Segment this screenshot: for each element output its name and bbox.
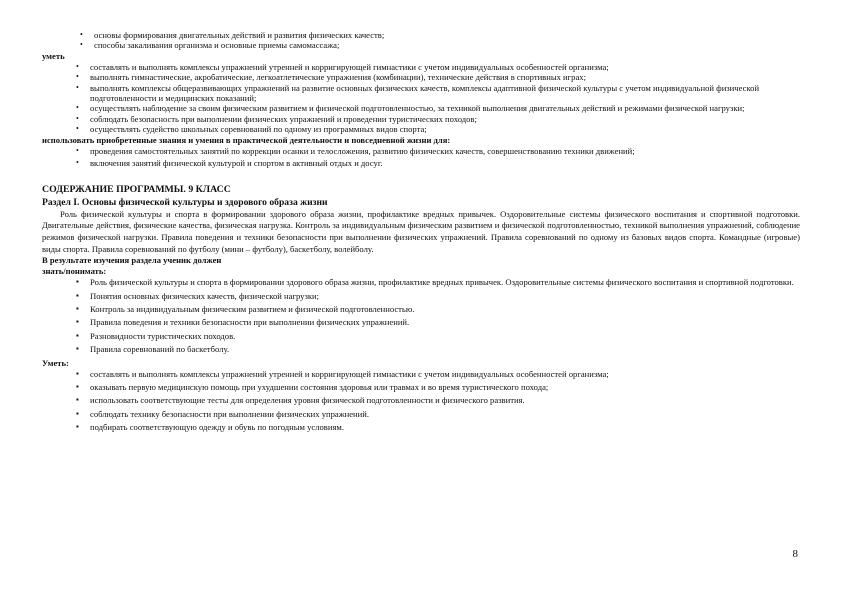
list-item: ▪ Правила соревнований по баскетболу. (76, 344, 230, 355)
square-bullet-icon: ▪ (76, 408, 79, 418)
list-item: • соблюдать безопасность при выполнении физических упражнений и проведении туристических походов; (76, 113, 477, 124)
use-knowledge-label: использовать приобретенные знания и умения в практической деятельности и повседневной жизни для: (42, 134, 451, 145)
skill-label: Уметь: (42, 357, 69, 368)
section-paragraph: Роль физической культуры и спорта в формировании здорового образа жизни, профилактике вредных привычек. Оздоровительные системы физического воспитания и спортивной подготовки. Двигательные действия, физические качества, физическая нагрузка. Контроль за индивидуальным физическим развитием и физической подготовленностью, техникой выполнения упражнений, соблюдение режимов физической нагрузки. Правила поведения и техники безопасности при выполнении физических упражнений. Правила соревнований по одному из базовых видов спорта. Командные (игровые) виды спорта. Правила соревнований по футболу (мини – футболу), баскетболу, волейболу. (42, 208, 800, 254)
square-bullet-icon: ▪ (76, 368, 79, 378)
list-item: ▪ Роль физической культуры и спорта в формировании здорового образа жизни, профилактике вредных привычек. Оздоровительные системы физического воспитания и спортивной подготовки. (76, 277, 794, 288)
list-item: • основы формирования двигательных действий и развития физических качеств; (80, 30, 385, 40)
square-bullet-icon: ▪ (76, 382, 79, 392)
list-item: ▪ Разновидности туристических походов. (76, 330, 236, 341)
list-item: ▪ составлять и выполнять комплексы упражнений утренней и корригирующей гимнастики с учетом индивидуальных особенностей организма; (76, 368, 609, 379)
square-bullet-icon: ▪ (76, 304, 79, 314)
list-item: • проведения самостоятельных занятий по коррекции осанки и телосложения, развитию физических качеств, совершенствованию техники движений; (76, 145, 635, 156)
know-label: знать/понимать: (42, 266, 107, 277)
list-item: • способы закаливания организма и основные приемы самомассажа; (80, 40, 340, 51)
list-item: ▪ использовать соответствующие тесты для определения уровня физической подготовленности и физического развития. (76, 395, 525, 406)
list-item: ▪ соблюдать технику безопасности при выполнении физических упражнений. (76, 408, 370, 419)
list-item: ▪ оказывать первую медицинскую помощь при ухудшении состояния здоровья или травмах и во время туристического похода; (76, 382, 549, 393)
list-item: ▪ подбирать соответствующую одежду и обувь по погодным условиям. (76, 422, 344, 433)
square-bullet-icon: ▪ (76, 277, 79, 287)
list-item: • осуществлять судейство школьных соревнований по одному из программных видов спорта; (76, 124, 427, 135)
list-item: • составлять и выполнять комплексы упражнений утренней и корригирующей гимнастики с учетом индивидуальных особенностей организма; (76, 61, 609, 72)
bullet-dot-icon: • (76, 61, 79, 71)
square-bullet-icon: ▪ (76, 317, 79, 327)
umet-label: уметь (42, 50, 65, 61)
document-page (42, 30, 800, 436)
list-item: • осуществлять наблюдение за своим физическим развитием и физической подготовленностью, за техникой выполнения двигательных действий и режимами физической нагрузки; (76, 103, 745, 114)
bullet-dot-icon: • (76, 124, 79, 134)
page-number: 8 (792, 548, 798, 560)
bullet-dot-icon: • (76, 103, 79, 113)
umet-bullet-list (42, 62, 800, 135)
list-item: • выполнять комплексы общеразвивающих упражнений на развитие основных физических качеств, комплексы адаптивной физической культуры с учетом индивидуальной физической подготовленности и медицинских показаний; (76, 82, 760, 104)
bullet-dot-icon: • (76, 145, 79, 155)
list-item: • включения занятий физической культурой и спортом в активный отдых и досуг. (76, 158, 383, 169)
bullet-dot-icon: • (76, 113, 79, 123)
bullet-dot-icon: • (76, 72, 79, 82)
bullet-dot-icon: • (76, 82, 79, 92)
square-bullet-icon: ▪ (76, 422, 79, 432)
top-bullet-list (42, 30, 800, 51)
square-bullet-icon: ▪ (76, 344, 79, 354)
skill-bullet-list (42, 369, 800, 433)
list-item: ▪ Правила поведения и техники безопасности при выполнении физических упражнений. (76, 317, 410, 328)
square-bullet-icon: ▪ (76, 330, 79, 340)
use-bullet-list (42, 146, 800, 169)
list-item: • выполнять гимнастические, акробатические, легкоатлетические упражнения (комбинации), технические действия в спортивных играх; (76, 72, 586, 83)
know-bullet-list (42, 277, 800, 354)
square-bullet-icon: ▪ (76, 395, 79, 405)
list-item: ▪ Контроль за индивидуальным физическим развитием и физической подготовленностью. (76, 304, 415, 315)
bullet-dot-icon: • (80, 30, 83, 39)
result-line: В результате изучения раздела ученик должен (42, 255, 222, 266)
program-heading: СОДЕРЖАНИЕ ПРОГРАММЫ. 9 КЛАСС (42, 183, 231, 195)
bullet-dot-icon: • (76, 158, 79, 168)
list-item: ▪ Понятия основных физических качеств, физической нагрузки; (76, 290, 320, 301)
section-heading: Раздел I. Основы физической культуры и здорового образа жизни (42, 196, 328, 208)
square-bullet-icon: ▪ (76, 290, 79, 300)
bullet-dot-icon: • (80, 40, 83, 50)
